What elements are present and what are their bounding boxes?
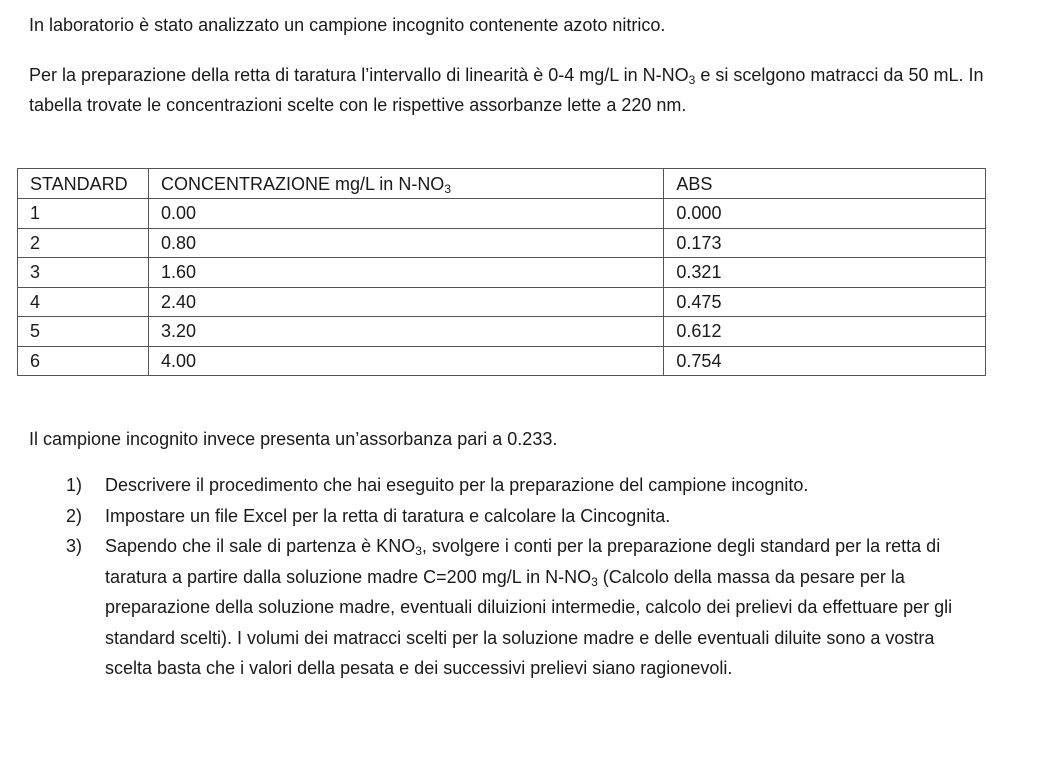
cell-standard: 4 xyxy=(18,287,149,317)
cell-abs: 0.475 xyxy=(664,287,986,317)
header-concentration-subscript: 3 xyxy=(444,181,451,196)
task-text-2: , svolgere i conti per la preparazione degli standard per la retta di taratura a partire dalla soluzione madre C=200 mg/L in N-NO xyxy=(105,536,941,587)
list-item xyxy=(0,531,1010,684)
task-number: 1) xyxy=(66,475,83,495)
task-text: Impostare un file Excel per la retta di taratura e calcolare la Cincognita. xyxy=(105,505,671,526)
cell-standard: 3 xyxy=(18,258,149,288)
cell-concentration: 3.20 xyxy=(148,317,663,347)
cell-abs: 0.173 xyxy=(664,228,986,258)
cell-standard: 6 xyxy=(18,346,149,376)
task-subscript-1: 3 xyxy=(415,544,422,558)
cell-standard: 2 xyxy=(18,228,149,258)
cell-concentration: 4.00 xyxy=(148,346,663,376)
list-item xyxy=(0,501,1010,532)
task-subscript-2: 3 xyxy=(591,574,598,589)
cell-concentration: 0.00 xyxy=(148,199,663,229)
table-row xyxy=(18,199,986,229)
preparation-paragraph xyxy=(29,60,989,120)
preparation-text-1: Per la preparazione della retta di taratura l’intervallo di linearità è 0-4 mg/L in N-NO xyxy=(29,65,689,85)
task-text-1: Sapendo che il sale di partenza è KNO xyxy=(105,536,416,556)
preparation-subscript: 3 xyxy=(688,73,696,87)
table-row xyxy=(18,287,986,317)
cell-concentration: 2.40 xyxy=(148,287,663,317)
task-text: Descrivere il procedimento che hai eseguito per la preparazione del campione incognito. xyxy=(105,475,809,495)
task-number: 2) xyxy=(66,505,83,526)
table-row xyxy=(18,228,986,258)
task-list xyxy=(0,470,1010,684)
preparation-text-2: e si scelgono matracci da 50 mL. In tabella trovate le concentrazioni scelte con le rispettive assorbanze lette a 220 nm. xyxy=(29,65,984,115)
cell-abs: 0.754 xyxy=(664,346,986,376)
cell-standard: 5 xyxy=(18,317,149,347)
header-standard: STANDARD xyxy=(18,169,149,199)
table-row xyxy=(18,346,986,376)
table-row xyxy=(18,317,986,347)
list-item xyxy=(0,470,1010,501)
sample-paragraph: Il campione incognito invece presenta un’assorbanza pari a 0.233. xyxy=(29,429,558,449)
cell-abs: 0.612 xyxy=(664,317,986,347)
task-text-3: (Calcolo della massa da pesare per la preparazione della soluzione madre, eventuali diluizioni intermedie, calcolo dei prelievi da effettuare per gli standard scelti). I volumi dei matracci scelti per la soluzione madre e delle eventuali diluite sono a vostra scelta basta che i valori della pesata e dei successivi prelievi siano ragionevoli. xyxy=(105,566,953,678)
table-row xyxy=(18,258,986,288)
intro-paragraph: In laboratorio è stato analizzato un campione incognito contenente azoto nitrico. xyxy=(29,15,666,35)
task-number: 3) xyxy=(66,536,83,556)
header-concentration xyxy=(148,169,663,199)
table-header-row xyxy=(18,169,986,199)
cell-abs: 0.321 xyxy=(664,258,986,288)
calibration-table xyxy=(17,168,986,376)
cell-standard: 1 xyxy=(18,199,149,229)
cell-concentration: 0.80 xyxy=(148,228,663,258)
cell-abs: 0.000 xyxy=(664,199,986,229)
header-abs: ABS xyxy=(664,169,986,199)
cell-concentration: 1.60 xyxy=(148,258,663,288)
header-concentration-text: CONCENTRAZIONE mg/L in N-NO xyxy=(160,173,445,194)
